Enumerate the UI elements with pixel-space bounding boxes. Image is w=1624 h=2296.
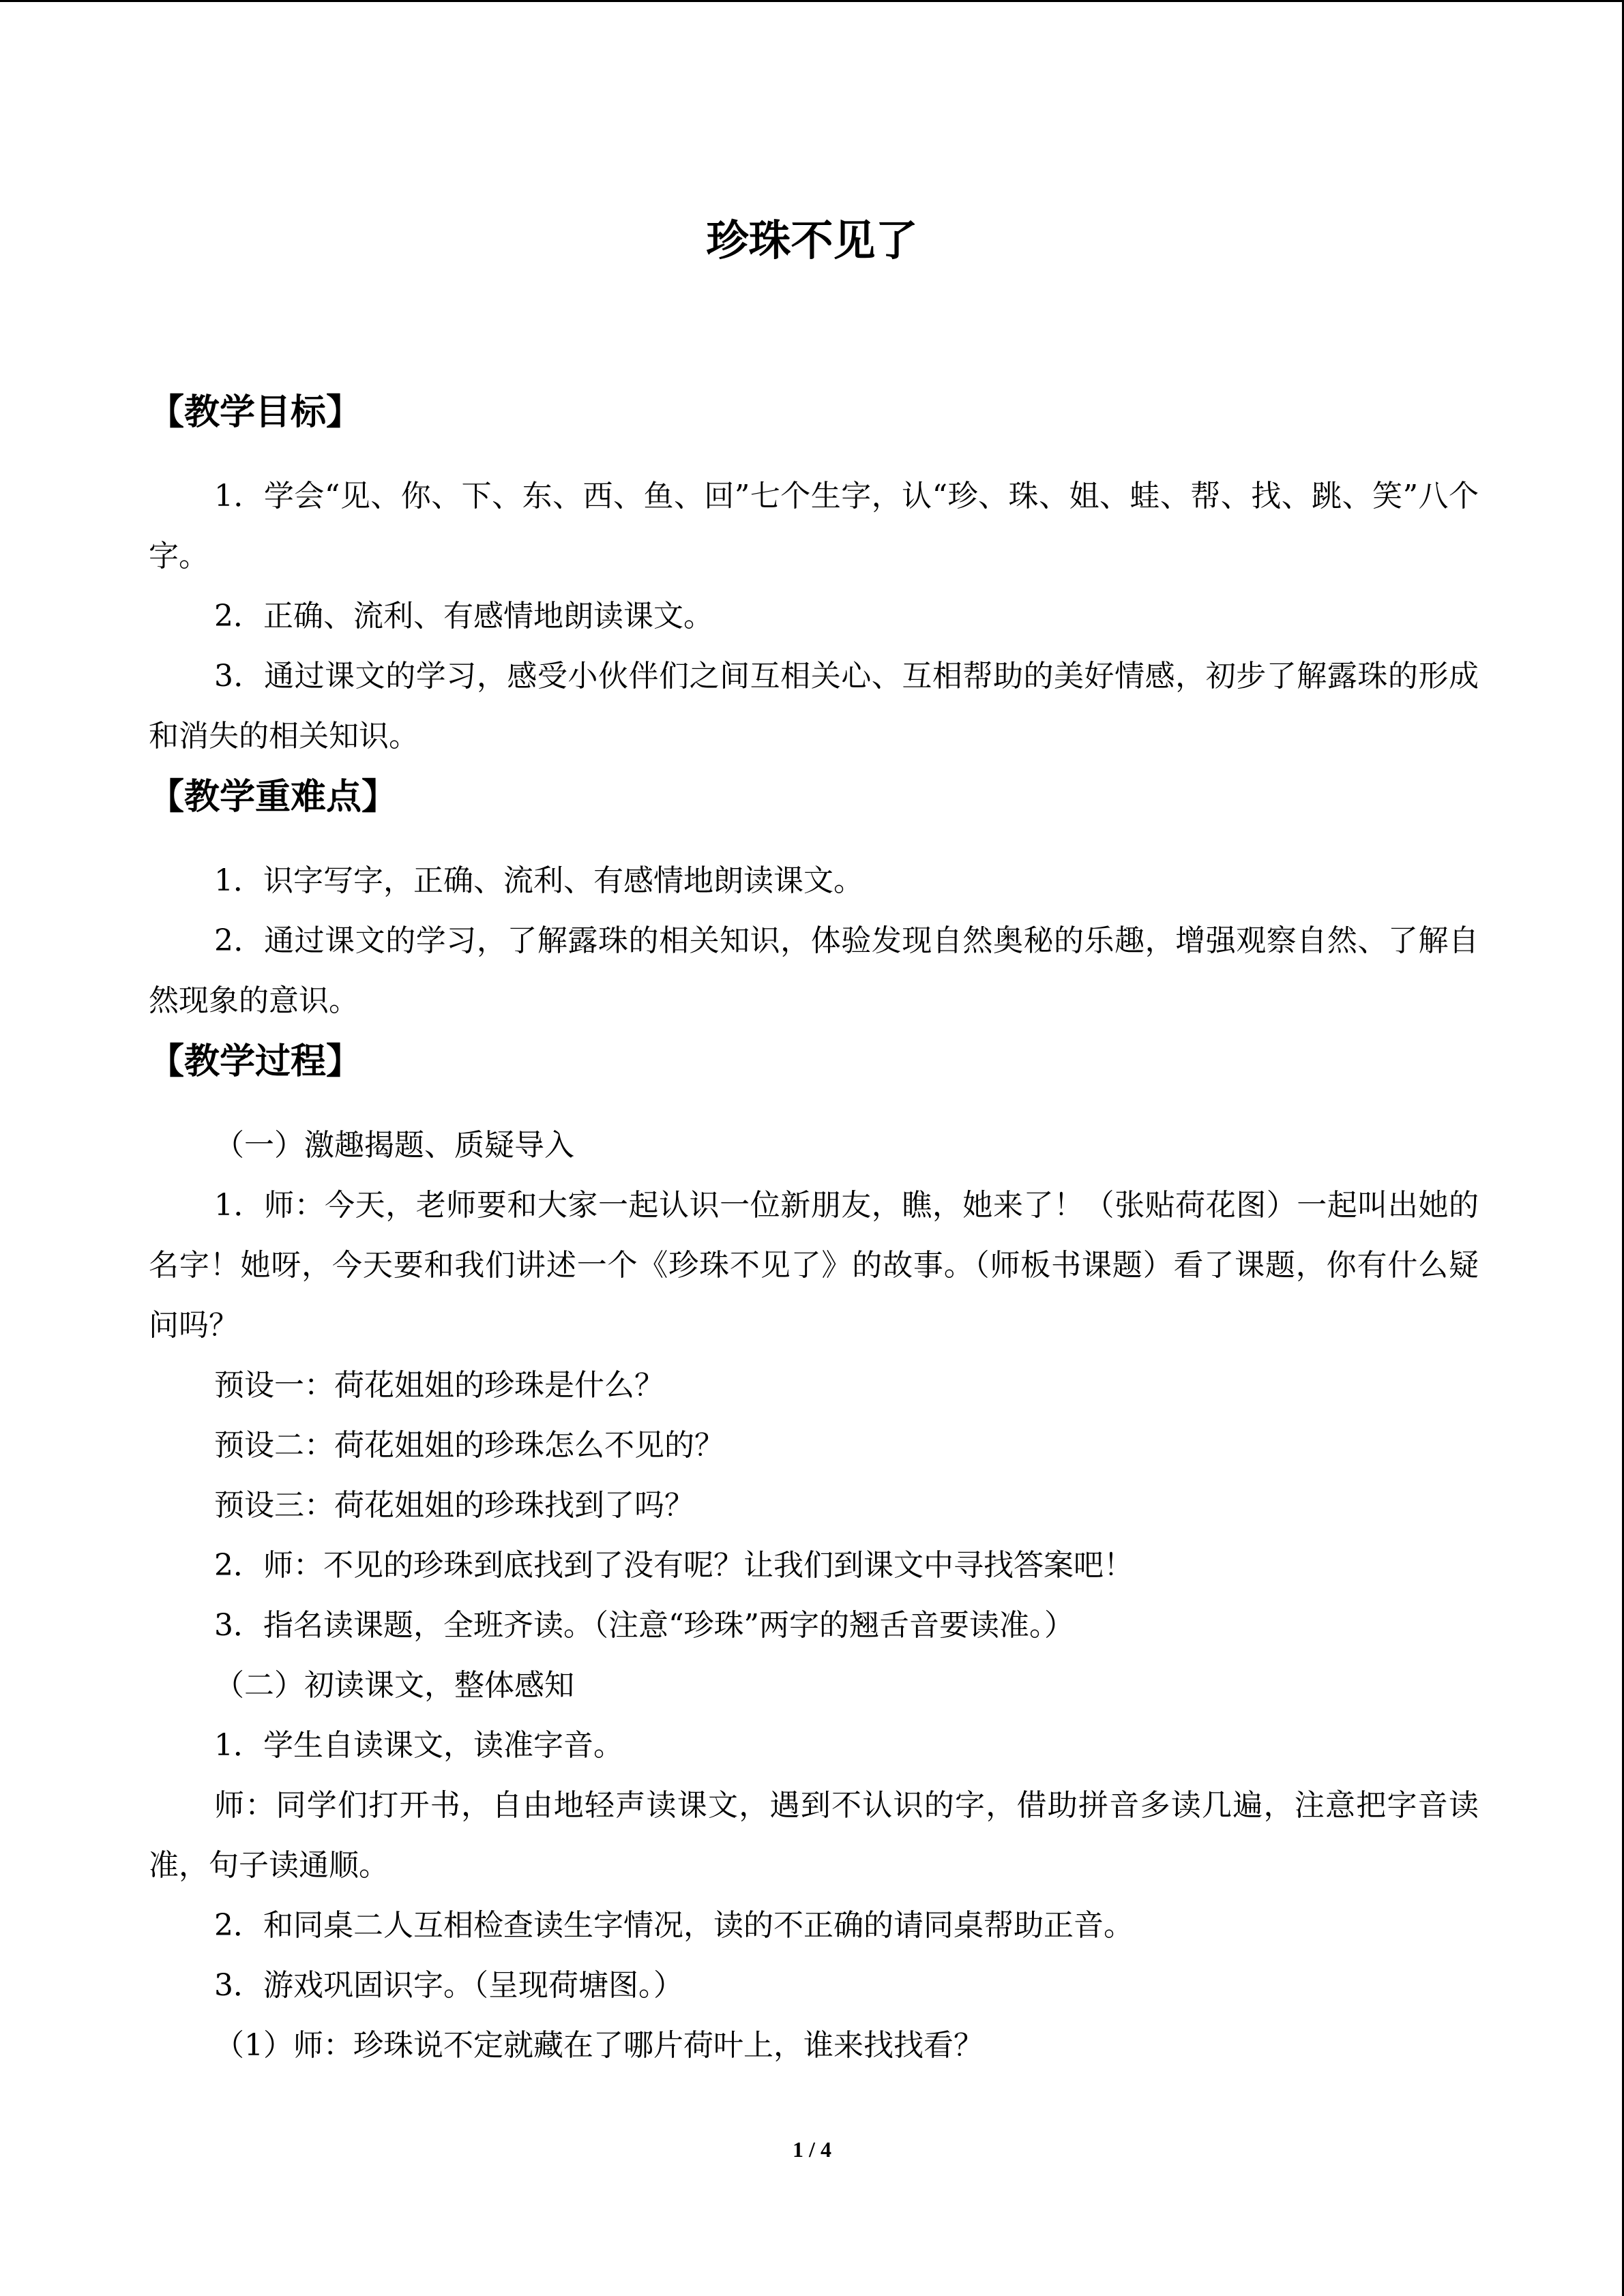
process-paragraph: 预设三：荷花姐姐的珍珠找到了吗？ [214,1488,694,1523]
objective-item-1: 1．学会“见、你、下、东、西、鱼、回”七个生字，认“珍、珠、姐、蛙、帮、找、跳、笑”八个字。 [149,479,1479,573]
process-paragraph: 3．指名读课题，全班齐读。（注意“珍珠”两字的翘舌音要读准。） [214,1608,1074,1643]
page-border-top [0,0,1624,2]
process-paragraph: 预设一：荷花姐姐的珍珠是什么？ [214,1368,664,1403]
section-heading-objectives: 【教学目标】 [149,392,362,433]
key-point-item-2: 2．通过课文的学习，了解露珠的相关知识，体验发现自然奥秘的乐趣，增强观察自然、了解自然现象的意识。 [149,923,1479,1018]
objective-item-2: 2．正确、流利、有感情地朗读课文。 [214,599,713,633]
process-paragraph: 2．师：不见的珍珠到底找到了没有呢？让我们到课文中寻找答案吧！ [214,1548,1134,1583]
process-paragraph: （1）师：珍珠说不定就藏在了哪片荷叶上，谁来找找看？ [214,2028,984,2063]
process-paragraph: 师：同学们打开书，自由地轻声读课文，遇到不认识的字，借助拼音多读几遍，注意把字音读准，句子读通顺。 [149,1788,1479,1883]
page-number: 1 / 4 [793,2137,831,2162]
document-body [149,382,1479,2076]
process-paragraph: 3．游戏巩固识字。（呈现荷塘图。） [214,1968,683,2003]
process-paragraph: 1．师：今天，老师要和大家一起认识一位新朋友，瞧，她来了！（张贴荷花图）一起叫出她的名字！她呀，今天要和我们讲述一个《珍珠不见了》的故事。（师板书课题）看了课题，你有什么疑问吗？ [149,1188,1479,1343]
process-step-heading-1: （一）激趣揭题、质疑导入 [214,1128,574,1163]
process-step-heading-2: （二）初读课文，整体感知 [214,1668,574,1703]
page-title: 珍珠不见了 [706,215,918,265]
process-paragraph: 预设二：荷花姐姐的珍珠怎么不见的？ [214,1428,724,1463]
section-heading-process: 【教学过程】 [149,1041,362,1082]
section-heading-key-points: 【教学重难点】 [149,777,398,818]
process-paragraph: 1．学生自读课文，读准字音。 [214,1728,623,1763]
key-point-item-1: 1．识字写字，正确、流利、有感情地朗读课文。 [214,863,863,898]
process-paragraph: 2．和同桌二人互相检查读生字情况，读的不正确的请同桌帮助正音。 [214,1908,1134,1943]
objective-item-3: 3．通过课文的学习，感受小伙伴们之间互相关心、互相帮助的美好情感，初步了解露珠的形成和消失的相关知识。 [149,659,1479,754]
